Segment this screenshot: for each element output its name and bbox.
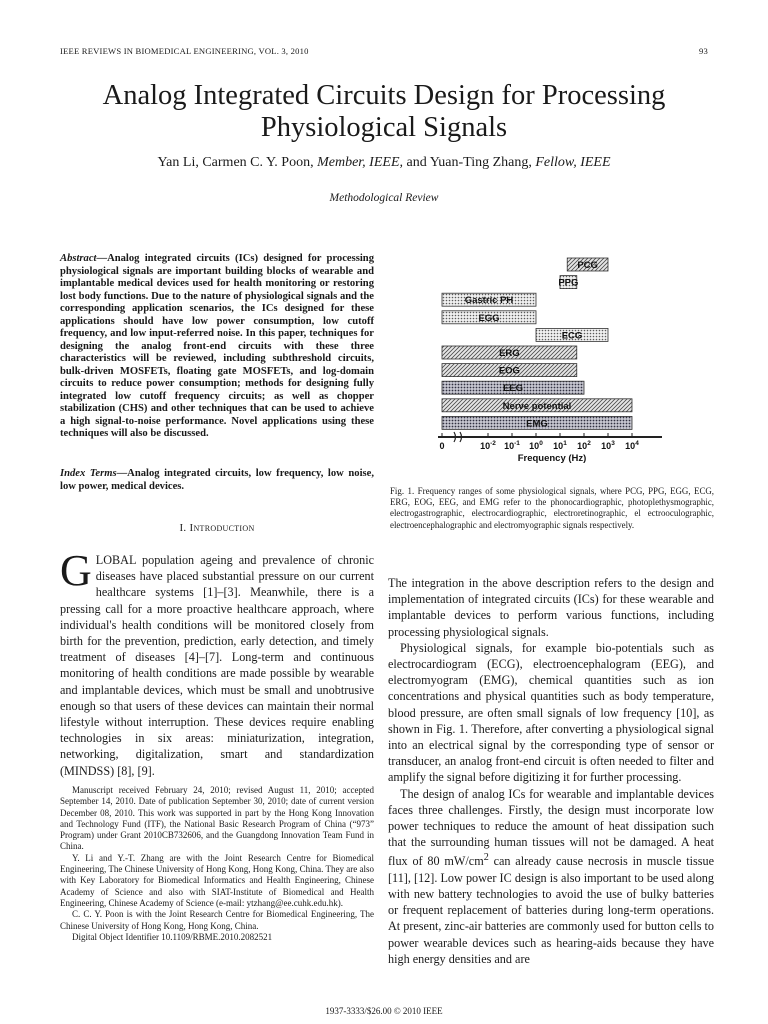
page-footer: 1937-3333/$26.00 © 2010 IEEE bbox=[325, 1006, 443, 1016]
running-header: IEEE REVIEWS IN BIOMEDICAL ENGINEERING, VOL. 3, 2010 bbox=[60, 46, 309, 56]
heat-flux-unit: mW/cm bbox=[444, 854, 484, 869]
intro-text: LOBAL population ageing and prevalence of chronic diseases have placed substantial pressure on our current healthcare systems [1]–[3]. Meanwhile, there is a pressing call for a more proactive healthcare approach, where individual's health conditions will be monitored closely from birth for the prevention, prediction, early detection, and timely treatment of diseases [4]–[7]. Long-term and continuous monitoring of health conditions are made possible by wearable and implantable devices, which must be small and unobtrusive enough so that users of these devices can maintain their normal lifestyle without interruption. These devices require enabling technologies in six areas: miniaturization, integration, networking, digitalization, smart and standardization (MINDSS) [8], [9]. bbox=[60, 553, 374, 778]
bar-label-eeg: EEG bbox=[502, 383, 524, 395]
index-terms bbox=[60, 468, 374, 493]
author-1: Yan Li, bbox=[157, 155, 199, 170]
x-tick-label: $10^2$ bbox=[577, 440, 591, 451]
page-number: 93 bbox=[699, 46, 708, 56]
x-axis-label: Frequency (Hz) bbox=[517, 453, 587, 464]
footnote-doi: Digital Object Identifier 10.1109/RBME.2010.2082521 bbox=[72, 931, 273, 942]
right-column-text bbox=[388, 575, 714, 967]
footnote-manuscript: Manuscript received February 24, 2010; revised August 11, 2010; accepted September 14, 2010. Date of publication September 30, 2010; date of current version December 08, 2010. This work was supported in part by the Hong Kong Innovation and Technology Fund (ITF), the National Basic Research Program of China (“973” Program) under Grant 2010CB732606, and the Guangdong Innovation Team Fund in China. bbox=[60, 785, 374, 852]
x-tick-label: $10^1$ bbox=[553, 440, 567, 451]
x-tick-label: $10^3$ bbox=[601, 440, 615, 451]
footnotes bbox=[60, 785, 374, 943]
bar-label-emg: EMG bbox=[526, 418, 548, 430]
author-line bbox=[40, 155, 728, 171]
bar-label-gastric-ph: Gastric PH bbox=[464, 295, 514, 307]
x-tick-label: $10^0$ bbox=[529, 440, 543, 451]
footnote-affiliation-2: C. C. Y. Poon is with the Joint Research Centre for Biomedical Engineering, The Chinese University of Hong Kong, Hong Kong, China. bbox=[60, 909, 374, 931]
challenges-text-a: The design of analog ICs for wearable and implantable devices faces three challenges. Firstly, the design must incorporate low power techniques to reduce the amount of heat dissipation such that the surrounding human tissues will not be damaged. A heat flux of 80 bbox=[388, 786, 714, 869]
abstract bbox=[60, 253, 374, 441]
index-terms-lead: Index Terms bbox=[60, 468, 117, 479]
bar-label-egg: EGG bbox=[478, 312, 500, 324]
review-type: Methodological Review bbox=[329, 192, 439, 204]
index-terms-text: —Analog integrated circuits, low frequency, low noise, low power, medical devices. bbox=[60, 468, 374, 492]
paragraph-design-challenges bbox=[388, 786, 714, 967]
bar-label-eog: EOG bbox=[498, 365, 520, 377]
paper-title bbox=[40, 80, 728, 144]
paragraph-physiological-signals: Physiological signals, for example bio-potentials such as electrocardiogram (ECG), electroencephalogram (EEG), and electromyogram (EMG), chemical quantities such as ion concentrations and physical quantities such as body temperature, blood pressure, are often small signals of low frequency [10], as shown in Fig. 1. Therefore, after converting a physiological signal into an electrical signal by the corresponding type of sensor or transducer, an analog front-end circuit is often needed to filter and amplify the signal before digitizing it for further processing. bbox=[388, 640, 714, 785]
author-3: Yuan-Ting Zhang, bbox=[429, 155, 532, 170]
title-line-2: Physiological Signals bbox=[260, 112, 508, 143]
x-tick-label: $10^{-2}$ bbox=[480, 440, 496, 451]
bar-label-pcg: PCG bbox=[577, 260, 598, 271]
x-tick-label: 0 bbox=[439, 441, 445, 451]
intro-paragraph bbox=[60, 546, 374, 779]
paragraph-integration: The integration in the above description refers to the design and implementation of integrated circuits (ICs) for these wearable and implantable devices to perform various functions, including processing physiological signals. bbox=[388, 576, 714, 639]
heat-flux-unit-exp: 2 bbox=[483, 852, 489, 864]
challenges-text-b: can already cause necrosis in muscle tissue [11], [12]. Low power IC design is also important to be used along with new battery technologies to avoid the use of bulky batteries or frequent replacement of batteries during long-term operations. At present, zinc-air batteries are commonly used for button cells to power wearable devices such as hearing-aids because they have high energy densities and are bbox=[388, 854, 714, 966]
bar-label-nerve-potential: Nerve potential bbox=[502, 400, 572, 412]
footnote-affiliation-1: Y. Li and Y.-T. Zhang are with the Joint Research Centre for Biomedical Engineering, The Chinese University of Hong Kong, Hong Kong, China. They are also with Key Laboratory for Biomedical Informatics and Health Engineering, Chinese Academy of Science and also with SIAT-Institute of Biomedical and Health Engineering, Chinese Academy of Science (e-mail: ytzhang@ee.cuhk.edu.hk). bbox=[60, 852, 374, 908]
bar-label-ecg: ECG bbox=[561, 330, 583, 342]
section-number: I. bbox=[179, 522, 187, 534]
abstract-text: —Analog integrated circuits (ICs) designed for processing physiological signals are important building blocks of wearable and implantable medical devices used for health monitoring or restoring lost body functions. Due to the nature of physiological signals and the corresponding application scenarios, the ICs designed for these applications should have low power consumption, low cutoff frequency, and low input-referred noise. In this paper, techniques for designing the analog front-end circuits with these three characteristics will be reviewed, including subthreshold circuits, bulk-driven MOSFETs, floating gate MOSFETs, and log-domain circuits to reduce power consumption; methods for designing fully integrated low cutoff frequency circuits; as well as chopper stabilization (CHS) and other techniques that can be used to achieve a high signal-to-noise performance. Novel applications using these techniques will also be discussed. bbox=[60, 253, 374, 439]
abstract-lead: Abstract bbox=[60, 253, 97, 264]
author-2-role: Member, IEEE, bbox=[317, 155, 403, 170]
section-title: Introduction bbox=[189, 522, 255, 534]
x-tick-label: $10^{-1}$ bbox=[504, 440, 520, 451]
title-line-1: Analog Integrated Circuits Design for Processing bbox=[102, 80, 666, 111]
bar-label-ppg: PPG bbox=[558, 277, 579, 289]
drop-cap: G bbox=[60, 546, 92, 595]
bar-label-erg: ERG bbox=[499, 348, 520, 359]
author-3-role: Fellow, IEEE bbox=[535, 155, 611, 170]
author-and: and bbox=[406, 155, 427, 170]
figure-1-chart bbox=[436, 254, 668, 474]
section-heading bbox=[60, 522, 374, 534]
x-tick-label: $10^4$ bbox=[625, 440, 639, 451]
figure-1-caption: Fig. 1. Frequency ranges of some physiological signals, where PCG, PPG, EGG, ECG, ERG, EOG, EEG, and EMG refer to the phonocardiographic, photoplethysmographic, electrogastrographic, electrocardiographic, electroretinographic, el ectrooculographic, electroencephalographic and electromyographic signals respectively. bbox=[390, 486, 714, 530]
author-2: Carmen C. Y. Poon, bbox=[202, 155, 314, 170]
